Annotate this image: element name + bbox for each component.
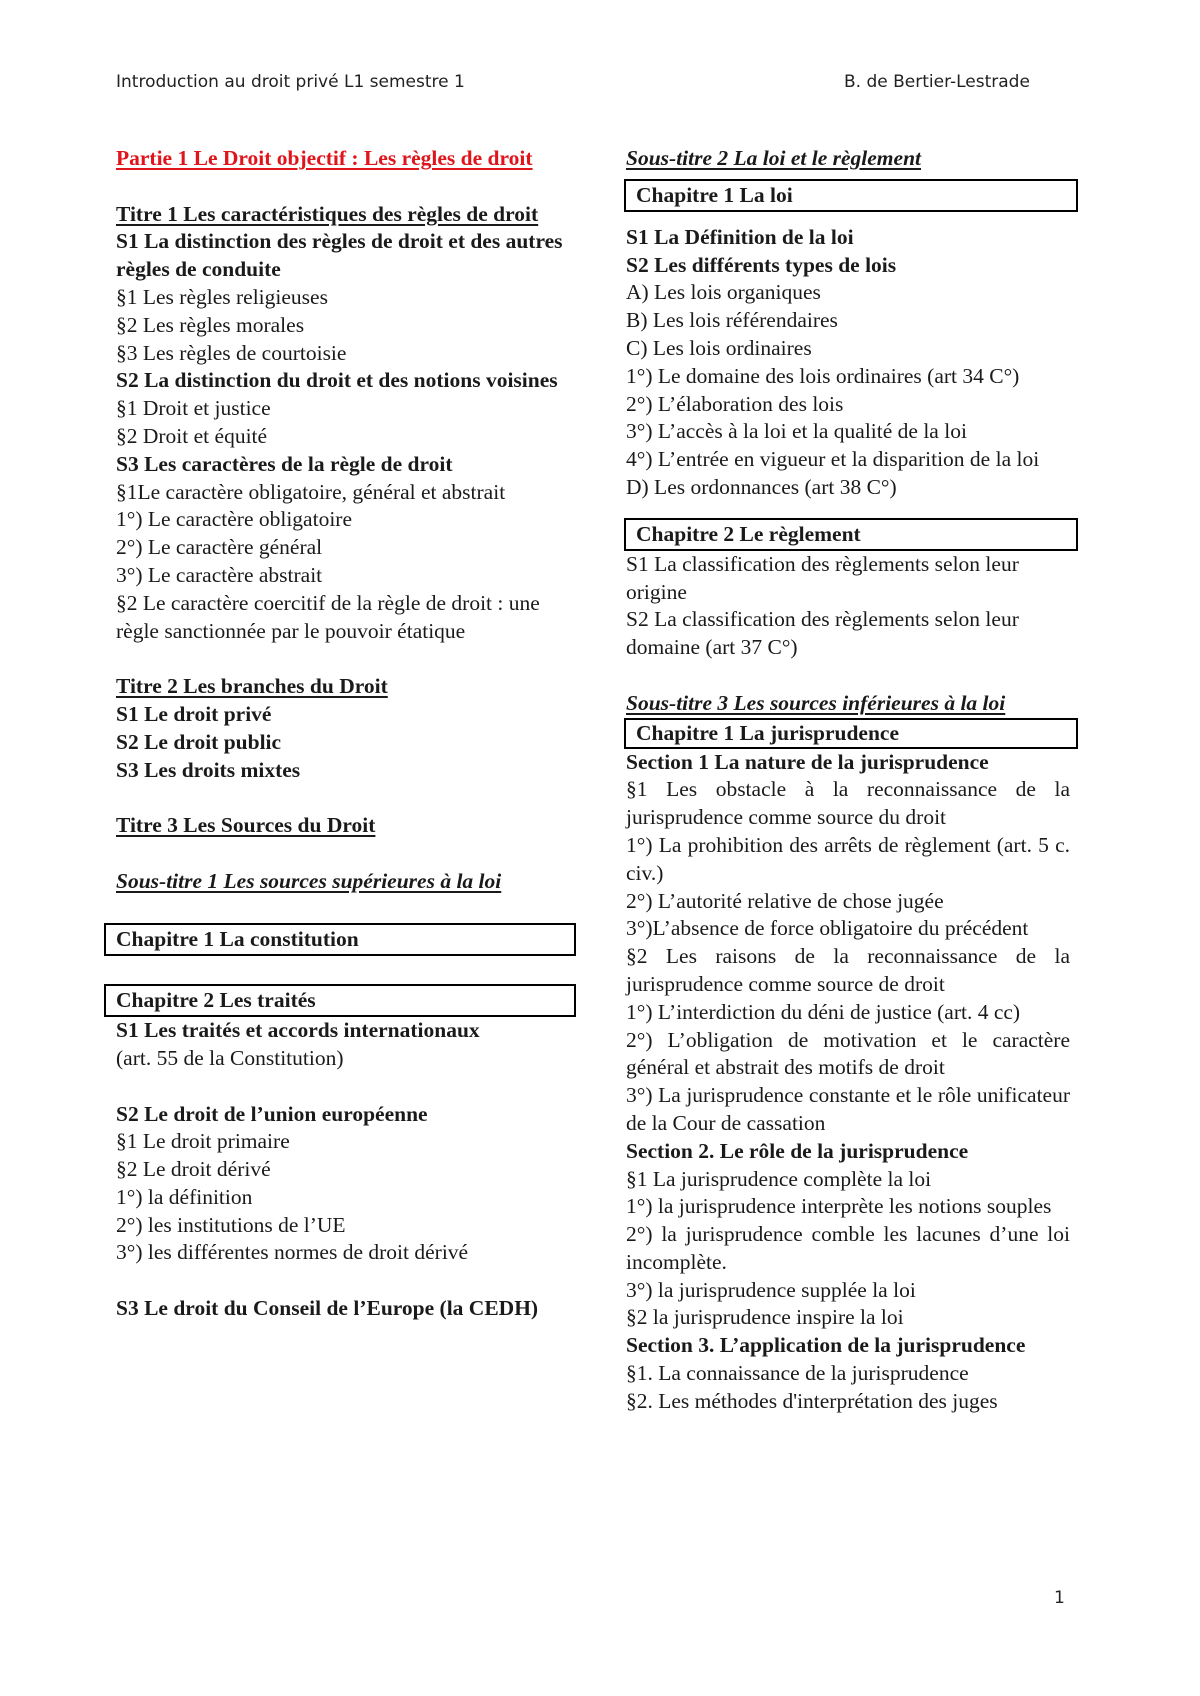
sous-titre-heading: Sous-titre 1 Les sources supérieures à la loi: [116, 868, 502, 893]
chapitre-box: Chapitre 1 La jurisprudence: [624, 718, 1078, 749]
outline-item: 2°) la jurisprudence comble les lacunes d’une loi incomplète.: [626, 1222, 1070, 1274]
outline-item: §3 Les règles de courtoisie: [116, 340, 347, 365]
outline-item: §2 Les raisons de la reconnaissance de la jurisprudence comme source de droit: [626, 944, 1070, 996]
outline-item: 3°) la jurisprudence supplée la loi: [626, 1277, 916, 1302]
header-left-title: Introduction au droit privé L1 semestre 1: [116, 72, 465, 92]
outline-item: 3°) La jurisprudence constante et le rôle unificateur de la Cour de cassation: [626, 1083, 1070, 1135]
partie-heading: Partie 1 Le Droit objectif : Les règles de droit: [116, 146, 533, 170]
outline-item: §1 Les règles religieuses: [116, 284, 328, 309]
outline-item: §2 Le droit dérivé: [116, 1157, 271, 1182]
titre-heading: Titre 3 Les Sources du Droit: [116, 813, 376, 838]
outline-item: 1°) Le caractère obligatoire: [116, 507, 352, 532]
outline-item: D) Les ordonnances (art 38 C°): [626, 474, 897, 499]
sous-titre-heading: Sous-titre 3 Les sources inférieures à la loi: [626, 690, 1006, 715]
right-column: [626, 145, 1070, 1416]
titre-heading: Titre 1 Les caractéristiques des règles de droit: [116, 201, 539, 226]
chapitre-box: Chapitre 2 Le règlement: [624, 518, 1078, 551]
outline-item: 3°) les différentes normes de droit dérivé: [116, 1240, 469, 1265]
header-author: B. de Bertier-Lestrade: [844, 72, 1030, 92]
section-heading: S1 La distinction des règles de droit et des autres règles de conduite: [116, 229, 563, 282]
outline-item: §2 la jurisprudence inspire la loi: [626, 1305, 904, 1330]
chapitre-box: Chapitre 1 La constitution: [104, 923, 576, 956]
outline-item: A) Les lois organiques: [626, 280, 821, 305]
outline-item: 2°) L’élaboration des lois: [626, 391, 844, 416]
chapitre-box: Chapitre 2 Les traités: [104, 984, 576, 1017]
section-heading: S3 Le droit du Conseil de l’Europe (la CEDH): [116, 1296, 539, 1321]
section-heading: S3 Les caractères de la règle de droit: [116, 451, 453, 476]
outline-item: 1°) Le domaine des lois ordinaires (art 34 C°): [626, 363, 1020, 388]
outline-item: 1°) la définition: [116, 1184, 253, 1209]
section-heading: S2 La distinction du droit et des notions voisines: [116, 368, 558, 393]
outline-item: (art. 55 de la Constitution): [116, 1045, 344, 1070]
section-heading: S2 Les différents types de lois: [626, 252, 897, 277]
outline-item: §2. Les méthodes d'interprétation des juges: [626, 1388, 998, 1413]
section-heading: S1 La Définition de la loi: [626, 224, 854, 249]
section-heading: Section 2. Le rôle de la jurisprudence: [626, 1138, 969, 1163]
outline-item: C) Les lois ordinaires: [626, 335, 812, 360]
outline-item: 2°) les institutions de l’UE: [116, 1212, 346, 1237]
outline-item: §2 Les règles morales: [116, 312, 305, 337]
section-heading: S2 Le droit de l’union européenne: [116, 1101, 428, 1126]
outline-item: 1°) L’interdiction du déni de justice (art. 4 cc): [626, 999, 1021, 1024]
titre-heading: Titre 2 Les branches du Droit: [116, 674, 388, 699]
outline-item: S1 La classification des règlements selon leur origine: [626, 551, 1019, 604]
page-number: 1: [1054, 1588, 1065, 1608]
outline-item: 2°) L’obligation de motivation et le caractère général et abstrait des motifs de droit: [626, 1027, 1070, 1080]
section-heading: S2 Le droit public: [116, 729, 282, 754]
outline-item: §2 Le caractère coercitif de la règle de droit : une règle sanctionnée par le pouvoir étatique: [116, 590, 540, 643]
outline-item: S2 La classification des règlements selon leur domaine (art 37 C°): [626, 607, 1019, 660]
left-column: [116, 145, 564, 1323]
outline-item: 4°) L’entrée en vigueur et la disparition de la loi: [626, 447, 1040, 472]
outline-item: 1°) la jurisprudence interprète les notions souples: [626, 1194, 1052, 1219]
section-heading: S1 Les traités et accords internationaux: [116, 1018, 480, 1043]
outline-item: 3°) L’accès à la loi et la qualité de la loi: [626, 419, 967, 444]
section-heading: S1 Le droit privé: [116, 701, 272, 726]
section-heading: Section 3. L’application de la jurisprudence: [626, 1333, 1026, 1358]
outline-item: 2°) L’autorité relative de chose jugée: [626, 888, 944, 913]
sous-titre-heading: Sous-titre 2 La loi et le règlement: [626, 146, 922, 170]
outline-item: §1Le caractère obligatoire, général et abstrait: [116, 479, 506, 504]
outline-item: §1 Les obstacle à la reconnaissance de la jurisprudence comme source du droit: [626, 777, 1070, 830]
outline-item: §1 Le droit primaire: [116, 1129, 290, 1154]
outline-item: 3°) Le caractère abstrait: [116, 562, 323, 587]
outline-item: §2 Droit et équité: [116, 423, 268, 448]
outline-item: 2°) Le caractère général: [116, 535, 323, 560]
outline-item: 3°)L’absence de force obligatoire du précédent: [626, 916, 1029, 941]
section-heading: Section 1 La nature de la jurisprudence: [626, 749, 989, 774]
outline-item: B) Les lois référendaires: [626, 308, 838, 333]
outline-item: §1 La jurisprudence complète la loi: [626, 1166, 932, 1191]
outline-item: 1°) La prohibition des arrêts de règlement (art. 5 c. civ.): [626, 832, 1070, 885]
outline-item: §1. La connaissance de la jurisprudence: [626, 1361, 969, 1386]
chapitre-box: Chapitre 1 La loi: [624, 179, 1078, 212]
outline-item: §1 Droit et justice: [116, 396, 271, 421]
section-heading: S3 Les droits mixtes: [116, 757, 301, 782]
